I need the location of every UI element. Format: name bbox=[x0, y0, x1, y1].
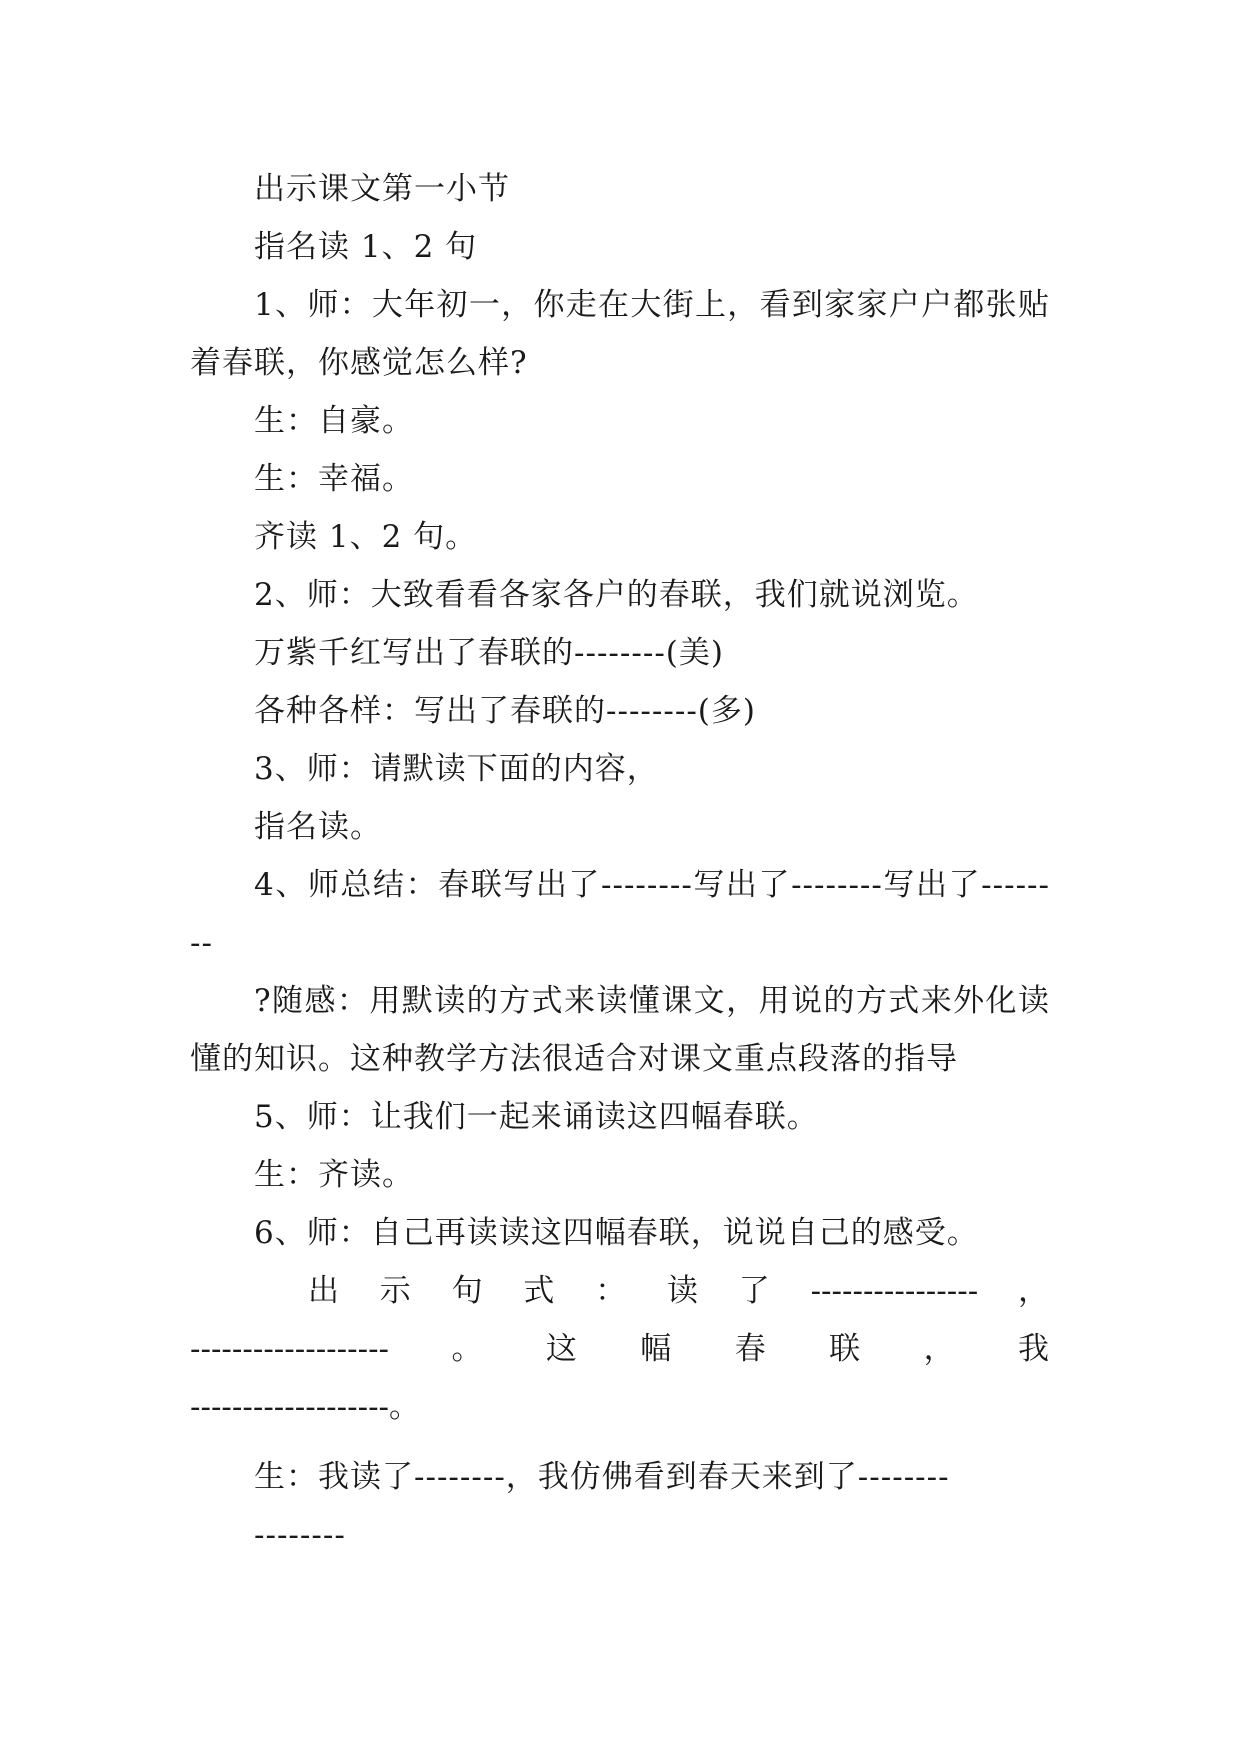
paragraph-13: ?随感：用默读的方式来读懂课文，用说的方式来外化读懂的知识。这种教学方法很适合对课文重点段落的指导 bbox=[190, 983, 1050, 1077]
pattern-token: 春 bbox=[734, 1331, 767, 1367]
pattern-token: 这 bbox=[545, 1331, 578, 1367]
paragraph-15: 生：齐读。 bbox=[254, 1157, 414, 1193]
pattern-token: ： bbox=[595, 1273, 628, 1309]
paragraph-10: 3、师：请默读下面的内容， bbox=[254, 751, 659, 787]
pattern-token: 式 bbox=[523, 1273, 556, 1309]
student-answer-line-2: -------- bbox=[254, 1517, 346, 1553]
document-page bbox=[190, 160, 1050, 1564]
pattern-token: 示 bbox=[379, 1273, 412, 1309]
pattern-blank: ---------------- bbox=[810, 1273, 979, 1309]
pattern-token: ， bbox=[923, 1331, 956, 1367]
paragraph-8: 万紫千红写出了春联的--------(美) bbox=[254, 635, 724, 671]
pattern-token: 句 bbox=[451, 1273, 484, 1309]
pattern-token: 幅 bbox=[640, 1331, 673, 1367]
paragraph-6: 齐读 1、2 句。 bbox=[254, 519, 478, 555]
paragraph-7: 2、师：大致看看各家各户的春联，我们就说浏览。 bbox=[254, 577, 979, 613]
sentence-pattern-row-3: -------------------。 bbox=[190, 1389, 421, 1425]
paragraph-12: 4、师总结：春联写出了--------写出了--------写出了-------- bbox=[190, 867, 1050, 961]
paragraph-5: 生：幸福。 bbox=[254, 461, 414, 497]
pattern-token: 。 bbox=[451, 1331, 484, 1367]
pattern-token: 联 bbox=[829, 1331, 862, 1367]
paragraph-2: 指名读 1、2 句 bbox=[254, 229, 478, 265]
paragraph-3: 1、师：大年初一，你走在大街上，看到家家户户都张贴着春联，你感觉怎么样? bbox=[190, 287, 1050, 381]
paragraph-16: 6、师：自己再读读这四幅春联，说说自己的感受。 bbox=[254, 1215, 979, 1251]
paragraph-4: 生：自豪。 bbox=[254, 403, 414, 439]
paragraph-11: 指名读。 bbox=[254, 809, 382, 845]
paragraph-9: 各种各样：写出了春联的--------(多) bbox=[254, 693, 756, 729]
pattern-token: 读 bbox=[666, 1273, 699, 1309]
pattern-token: 出 bbox=[308, 1273, 340, 1309]
student-answer-line-1: 生：我读了--------，我仿佛看到春天来到了-------- bbox=[254, 1459, 950, 1495]
paragraph-14: 5、师：让我们一起来诵读这四幅春联。 bbox=[254, 1099, 819, 1135]
sentence-pattern-row-1 bbox=[190, 1262, 1050, 1320]
sentence-pattern-row-2 bbox=[190, 1320, 1050, 1378]
pattern-token: 了 bbox=[738, 1273, 771, 1309]
pattern-token: ， bbox=[1017, 1273, 1050, 1309]
pattern-token: 我 bbox=[1017, 1331, 1050, 1367]
pattern-blank: ------------------- bbox=[190, 1331, 390, 1367]
paragraph-1: 出示课文第一小节 bbox=[254, 171, 510, 207]
